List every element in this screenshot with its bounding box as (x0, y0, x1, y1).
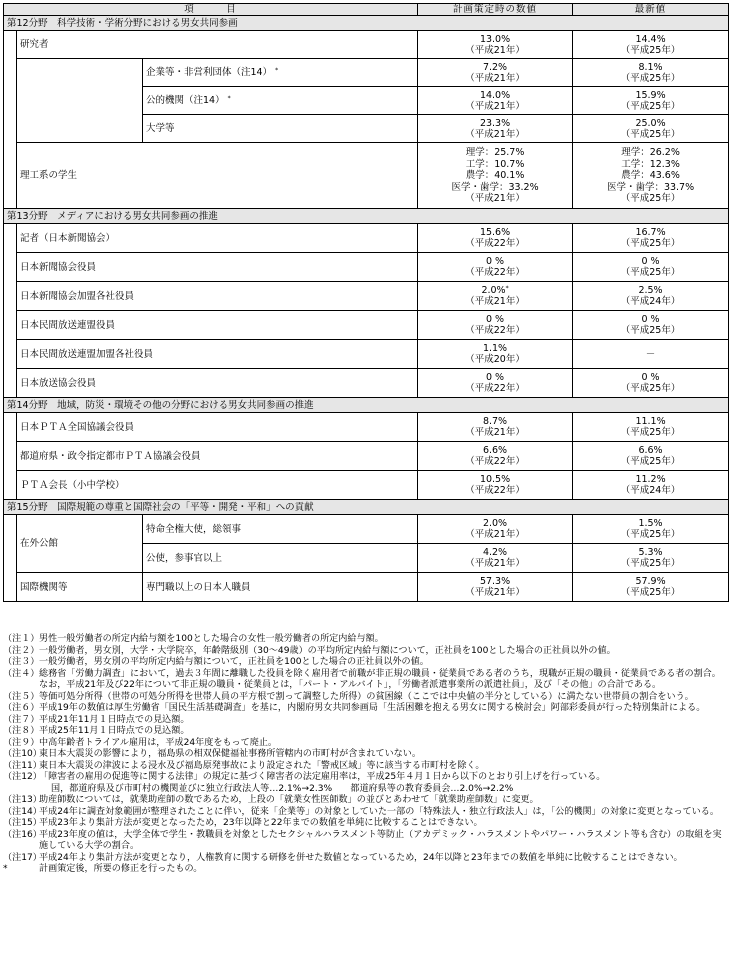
footnote-text (39, 749, 728, 761)
row-label-np-member-officers: 日本新聞協会加盟各社役員 (17, 282, 418, 311)
footnote-line: 一般労働者，男女別の平均所定内給与額について，正社員を100とした場合の正社員以外の値。 (39, 657, 429, 667)
row-label-pta-pref: 都道府県・政令指定都市ＰＴＡ協議会役員 (17, 442, 418, 471)
latest-cell: 6.6% （平成25年） (573, 442, 729, 471)
footnote-line: 平成24年に調査対象範囲が整理されたことに伴い，従来「企業等」の対象としていた一部の「特殊法人・独立行政法人」は，「公的機関」の対象に変更となっている。 (39, 806, 719, 817)
footnote-tag: （注８） (3, 726, 40, 736)
table-row (4, 515, 729, 544)
plan-cell: 57.3% （平成21年） (418, 573, 573, 602)
footnote-text (39, 703, 728, 715)
footnote-line: 男性一般労働者の所定内給与額を100とした場合の女性一般労働者の所定内給与額。 (39, 634, 384, 644)
footnote-line: 等価可処分所得（世帯の可処分所得を世帯人員の平方根で割って調整した所得）の貧困線（ここでは中央値の半分としている）に満たない世帯員の割合をいう。 (39, 691, 694, 702)
plan-cell: 2.0%* （平成21年） (418, 282, 573, 311)
row-label-corp: 企業等・非営利団体（注14） * (143, 59, 418, 87)
header-row (4, 4, 729, 16)
footnote-text (39, 761, 728, 773)
plan-cell: 8.7% （平成21年） (418, 413, 573, 442)
footnote-tag: （注９） (3, 737, 40, 748)
footnote-line: 総務省「労働力調査」において，過去３年間に離職した役員を除く雇用者で前職が非正規の職員・従業員である者のうち，現職が正規の職員・従業員である者の割合。なお，平成21年及び22年について非正規の職員・従業員とは，「パート・アルバイト」，「労働者派遣事業所の派遣社員」，及び「その他」の合計である。 (39, 668, 721, 690)
footnote-line: 東日本大震災の影響により，福島県の相双保健福祉事務所管轄内の市町村が含まれていない。 (39, 749, 421, 759)
footnote-tag: （注16） (3, 829, 42, 840)
footnote-tag: （注10） (3, 749, 42, 759)
footnote-tag: （注３） (3, 657, 40, 667)
footnote (3, 864, 728, 876)
plan-cell: 0 % （平成22年） (418, 311, 573, 340)
latest-cell: 16.7% （平成25年） (573, 224, 729, 253)
row-label-overseas: 在外公館 (17, 515, 143, 573)
latest-cell: 14.4% （平成25年） (573, 31, 729, 59)
footnote (3, 818, 728, 830)
row-label-reporters: 記者（日本新聞協会） (17, 224, 418, 253)
latest-cell: 15.9% （平成25年） (573, 87, 729, 115)
footnote-tag: * (3, 864, 8, 874)
indent-cell (4, 224, 17, 398)
latest-cell: 8.1% （平成25年） (573, 59, 729, 87)
footnote-line: 平成25年11月１日時点での見込額。 (39, 726, 190, 736)
footnote-line: 平成23年より集計方法が変更となったため，23年以降と22年までの数値を単純に比較することはできない。 (39, 818, 483, 828)
latest-cell: 理学：26.2% 工学：12.3% 農学：43.6% 医学・歯学：33.7% （平成25年） (573, 143, 729, 209)
footnote-line: 中高年齢者トライアル雇用は，平成24年度をもって廃止。 (39, 737, 278, 748)
footnote (3, 715, 728, 727)
table-row (4, 311, 729, 340)
footnote-text (39, 715, 728, 727)
footnote-line: 計画策定後，所要の修正を行ったもの。 (39, 864, 203, 874)
section-12: 第12分野 科学技術・学術分野における男女共同参画 (4, 16, 729, 31)
footnote (3, 749, 728, 761)
footnote (3, 703, 728, 715)
footnote-tag: （注１） (3, 634, 40, 644)
footnote-text (39, 726, 728, 738)
latest-cell: 11.2% （平成24年） (573, 471, 729, 500)
footnote-tag: （注17） (3, 852, 42, 863)
table-row (4, 224, 729, 253)
row-label-minister: 公使，参事官以上 (143, 544, 418, 573)
footnote (3, 807, 728, 819)
latest-cell: 0 % （平成25年） (573, 311, 729, 340)
section-15: 第15分野 国際規範の尊重と国際社会の「平等・開発・平和」への貢献 (4, 500, 729, 515)
row-label-intl: 国際機関等 (17, 573, 143, 602)
latest-cell: 5.3% （平成25年） (573, 544, 729, 573)
footnote-text (39, 646, 728, 658)
footnote-line: 助産師数については，就業助産師の数であるため，上段の「就業女性医師数」の並びとあわせて「就業助産師数」に変更。 (39, 795, 539, 805)
row-label-science: 理工系の学生 (17, 143, 418, 209)
footnote (3, 634, 728, 646)
header-latest: 最新値 (573, 4, 729, 16)
footnote-tag: （注13） (3, 795, 42, 805)
plan-cell: 4.2% （平成21年） (418, 544, 573, 573)
row-label-pta-chair: ＰＴＡ会長（小中学校） (17, 471, 418, 500)
footnote-text (39, 830, 728, 853)
footnote-text (39, 692, 728, 704)
footnote-tag: （注12） (3, 772, 42, 782)
footnote (3, 657, 728, 669)
row-label-nab-member-officers: 日本民間放送連盟加盟各社役員 (17, 340, 418, 369)
latest-cell: 0 % （平成25年） (573, 253, 729, 282)
row-label-researchers: 研究者 (17, 31, 418, 59)
footnote-text (39, 772, 728, 795)
footnote-tag: （注２） (3, 645, 40, 656)
indent-cell (17, 59, 143, 143)
plan-cell: 13.0% （平成21年） (418, 31, 573, 59)
plan-cell: 理学：25.7% 工学：10.7% 農学：40.1% 医学・歯学：33.2% （平成21年） (418, 143, 573, 209)
indent-cell (4, 413, 17, 500)
footnote-text (39, 657, 728, 669)
plan-cell: 2.0% （平成21年） (418, 515, 573, 544)
row-label-intl-sub: 専門職以上の日本人職員 (143, 573, 418, 602)
table-row (4, 59, 729, 87)
footnote-text (39, 634, 728, 646)
footnote-text (39, 669, 728, 692)
table-row (4, 573, 729, 602)
table-row (4, 442, 729, 471)
footnote-tag: （注14） (3, 806, 42, 817)
row-label-nhk-officers: 日本放送協会役員 (17, 369, 418, 398)
latest-cell: 57.9% （平成25年） (573, 573, 729, 602)
footnotes (3, 634, 728, 876)
footnote (3, 669, 728, 692)
footnote-text (39, 738, 728, 750)
row-label-public: 公的機関（注14） * (143, 87, 418, 115)
plan-cell: 10.5% （平成22年） (418, 471, 573, 500)
latest-cell: 11.1% （平成25年） (573, 413, 729, 442)
footnote-line: 国，都道府県及び市町村の機関並びに独立行政法人等…2.1%→2.3% 都道府県等の教育委員会…2.0%→2.2% (51, 783, 514, 794)
latest-cell: 0 % （平成25年） (573, 369, 729, 398)
row-label-nab-officers: 日本民間放送連盟役員 (17, 311, 418, 340)
plan-cell: 23.3% （平成21年） (418, 115, 573, 143)
section-13: 第13分野 メディアにおける男女共同参画の推進 (4, 209, 729, 224)
footnote (3, 738, 728, 750)
footnote (3, 795, 728, 807)
plan-cell: 0 % （平成22年） (418, 253, 573, 282)
row-label-ambassador: 特命全権大使，総領事 (143, 515, 418, 544)
header-plan: 計画策定時の数値 (418, 4, 573, 16)
footnote-line: 平成19年の数値は厚生労働省「国民生活基礎調査」を基に，内閣府男女共同参画局「生活困難を抱える男女に関する検討会」阿部彩委員が行った特別集計による。 (39, 703, 706, 713)
latest-cell: － (573, 340, 729, 369)
table-row (4, 253, 729, 282)
table-row (4, 340, 729, 369)
section-14: 第14分野 地域，防災・環境その他の分野における男女共同参画の推進 (4, 398, 729, 413)
indent-cell (4, 515, 17, 602)
latest-cell: 25.0% （平成25年） (573, 115, 729, 143)
row-label-np-officers: 日本新聞協会役員 (17, 253, 418, 282)
footnote-text (39, 853, 728, 865)
latest-cell: 2.5% （平成24年） (573, 282, 729, 311)
indent-cell (4, 31, 17, 209)
footnote-line: 平成23年度の値は，大学全体で学生・教職員を対象としたセクシャルハラスメント等防止（アカデミック・ハラスメントやパワー・ハラスメント等も含む）の取組を実施している大学の割合。 (39, 829, 722, 851)
footnote-line: 東日本大震災の津波による浸水及び福島原発事故により設定された「警戒区域」等に該当する市町村を除く。 (39, 760, 485, 771)
footnote (3, 772, 728, 795)
footnote-tag: （注15） (3, 818, 42, 828)
footnote-text (39, 807, 728, 819)
header-item: 項 目 (4, 4, 418, 16)
footnote (3, 726, 728, 738)
footnote-tag: （注７） (3, 714, 40, 725)
footnote-line: 平成21年11月１日時点での見込額。 (39, 714, 190, 725)
plan-cell: 6.6% （平成22年） (418, 442, 573, 471)
plan-cell: 15.6% （平成22年） (418, 224, 573, 253)
footnote (3, 830, 728, 853)
footnote-tag: （注５） (3, 691, 40, 702)
table-row (4, 471, 729, 500)
row-label-pta-national: 日本ＰＴＡ全国協議会役員 (17, 413, 418, 442)
table-row (4, 31, 729, 59)
footnote-text (39, 864, 728, 876)
plan-cell: 0 % （平成22年） (418, 369, 573, 398)
footnote-tag: （注11） (3, 760, 42, 771)
footnote (3, 646, 728, 658)
footnote-text (39, 818, 728, 830)
plan-cell: 14.0% （平成21年） (418, 87, 573, 115)
latest-cell: 1.5% （平成25年） (573, 515, 729, 544)
plan-cell: 1.1% （平成20年） (418, 340, 573, 369)
plan-cell: 7.2% （平成21年） (418, 59, 573, 87)
table-row (4, 413, 729, 442)
table-row (4, 369, 729, 398)
footnote-tag: （注６） (3, 703, 40, 713)
statistics-table (3, 3, 729, 602)
footnote (3, 761, 728, 773)
footnote-tag: （注４） (3, 668, 40, 679)
footnote (3, 853, 728, 865)
footnote (3, 692, 728, 704)
row-label-univ: 大学等 (143, 115, 418, 143)
footnote-line: 平成24年より集計方法が変更となり，人権教育に関する研修を併せた数値となっているため，24年以降と23年までの数値を単純に比較することはできない。 (39, 852, 683, 863)
footnote-line: 「障害者の雇用の促進等に関する法律」の規定に基づく障害者の法定雇用率は，平成25年４月１日から以下のとおり引上げを行っている。 (39, 772, 606, 782)
table-row (4, 282, 729, 311)
footnote-line: 一般労働者，男女別，大学・大学院卒，年齢階級別（30～49歳）の平均所定内給与額について，正社員を100とした場合の正社員以外の値。 (39, 645, 616, 656)
table-row (4, 143, 729, 209)
footnote-text (39, 795, 728, 807)
